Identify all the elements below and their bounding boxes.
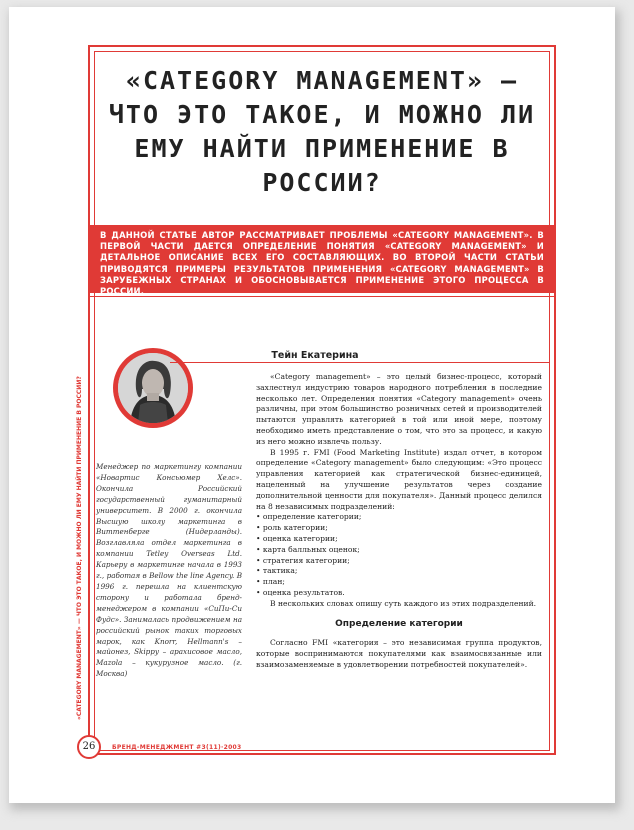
portrait-photo-icon <box>118 353 188 423</box>
author-photo <box>118 353 188 423</box>
list-item: • оценка категории; <box>256 534 542 545</box>
body-paragraph: Согласно FMI «категория – это независимая группа продуктов, которые воспринимаются покупателями как взаимосвязанные или взаимозаменяемые в удовлетворении потребностей покупателей». <box>256 638 542 669</box>
page-number: 26 <box>77 735 101 759</box>
article-abstract: В ДАННОЙ СТАТЬЕ АВТОР РАССМАТРИВАЕТ ПРОБЛЕМЫ «CATEGORY MANAGEMENT». В ПЕРВОЙ ЧАСТИ ДАЕТСЯ ОПРЕДЕЛЕНИЕ ПОНЯТИЯ «CATEGORY MANAGEMENT» И ДЕТАЛЬНОЕ ОПИСАНИЕ ВСЕХ ЕГО СОСТАВЛЯЮЩИХ. ВО ВТОРОЙ ЧАСТИ СТАТЬИ ПРИВОДЯТСЯ ПРИМЕРЫ РЕЗУЛЬТАТОВ ПРИМЕНЕНИЯ «CATEGORY MANAGEMENT» В ЗАРУБЕЖНЫХ СТРАНАХ И ОБОСНОВЫВАЕТСЯ ПРИМЕНЕНИЕ ЭТОГО ПРОЦЕССА В РОССИИ. <box>88 225 556 293</box>
author-divider <box>170 362 550 363</box>
list-item: • план; <box>256 577 542 588</box>
body-paragraph: «Category management» – это целый бизнес-процесс, который захлестнул индустрию товаров народного потребления в последние несколько лет. Определения понятия «Category management» очень различны, при этом большинство розничных сетей и производителей пытаются управлять категорией в той или иной мере, поэтому необходимо иметь представление о том, что это за процесс, и какую из него можно извлечь пользу. <box>256 372 542 446</box>
subdivision-list <box>256 512 542 598</box>
body-paragraph: В нескольких словах опишу суть каждого из этих подразделений. <box>270 598 537 608</box>
body-paragraph: В 1995 г. FMI (Food Marketing Institute) издал отчет, в котором определение «Category management» было следующим: «Это процесс управления категорией как стратегической бизнес-единицей, нацеленный на улучшение результатов через создание дополнительной ценности для покупателя». Данный процесс делился на 8 независимых подразделений: <box>256 447 542 511</box>
author-bio: Менеджер по маркетингу компании «Новартис Консьюмер Хелс». Окончила Российский государственный гуманитарный университет. В 2000 г. окончила Высшую школу маркетинга в Виттенберге (Нидерланды). Возглавляла отдел маркетинга в компании Tetley Overseas Ltd. Карьеру в маркетинге начала в 1993 г., работая в Bellow the line Agency. В 1996 г. перешла на клиентскую сторону и работала бренд-менеджером в компании «СиПи-Си Фудс». Занималась продвижением на российский рынок таких торговых марок, как Knorr, Hellmann's – майонез, Skippy – арахисовое масло, Mazola – кукурузное масло. (г. Москва) <box>96 462 242 679</box>
article-title: «CATEGORY MANAGEMENT» — ЧТО ЭТО ТАКОЕ, И МОЖНО ЛИ ЕМУ НАЙТИ ПРИМЕНЕНИЕ В РОССИИ? <box>108 66 536 197</box>
article-body <box>256 372 542 671</box>
list-item: • стратегия категории; <box>256 556 542 567</box>
list-item: • тактика; <box>256 566 542 577</box>
list-item: • оценка результатов. <box>256 588 542 599</box>
list-item: • определение категории; <box>256 512 542 523</box>
divider <box>88 296 556 297</box>
list-item: • роль категории; <box>256 523 542 534</box>
running-head: «CATEGORY MANAGEMENT» — ЧТО ЭТО ТАКОЕ, И МОЖНО ЛИ ЕМУ НАЙТИ ПРИМЕНЕНИЕ В РОССИИ? <box>76 376 83 720</box>
list-item: • карта балльных оценок; <box>256 545 542 556</box>
section-heading: Определение категории <box>335 618 463 629</box>
footer-issue: БРЕНД-МЕНЕДЖМЕНТ #3(11)·2003 <box>112 744 242 751</box>
author-name: Тейн Екатерина <box>271 350 359 361</box>
